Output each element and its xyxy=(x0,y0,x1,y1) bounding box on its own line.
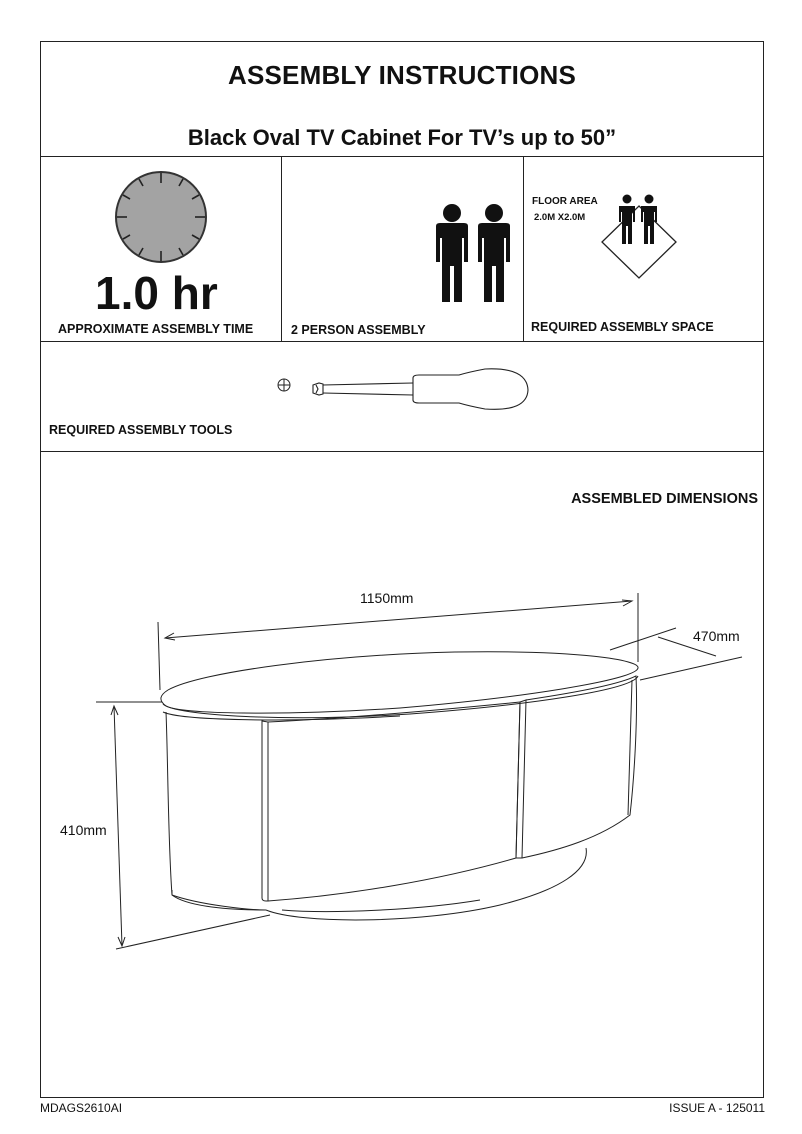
width-extension-left xyxy=(158,622,160,690)
issue-number: ISSUE A - 125011 xyxy=(669,1101,765,1115)
floor-area-value: 2.0M X2.0M xyxy=(534,212,586,223)
cabinet-right-door xyxy=(516,700,526,858)
page-title: ASSEMBLY INSTRUCTIONS xyxy=(227,60,577,90)
cabinet-top xyxy=(161,652,638,713)
floor-area-label: FLOOR AREA xyxy=(532,196,598,207)
person-assembly-label: 2 PERSON ASSEMBLY xyxy=(291,323,426,337)
assembly-time-label: APPROXIMATE ASSEMBLY TIME xyxy=(58,322,254,336)
product-subtitle: Black Oval TV Cabinet For TV’s up to 50” xyxy=(187,125,617,150)
depth-extension-front xyxy=(640,657,742,680)
depth-extension-back xyxy=(610,628,676,650)
width-dimension-label: 1150mm xyxy=(360,590,414,606)
height-extension-bottom xyxy=(116,915,270,949)
height-dimension-line xyxy=(114,706,122,946)
cabinet-plinth xyxy=(266,848,586,920)
required-tools-label: REQUIRED ASSEMBLY TOOLS xyxy=(49,423,233,437)
cabinet-left-door xyxy=(262,721,268,901)
height-dimension-label: 410mm xyxy=(60,822,107,838)
document-code: MDAGS2610AI xyxy=(40,1101,123,1115)
depth-dimension-label: 470mm xyxy=(693,628,740,644)
assembly-time-value: 1.0 hr xyxy=(95,267,218,319)
width-dimension-line xyxy=(165,601,632,638)
cabinet-left-end xyxy=(166,712,266,910)
assembled-dimensions-title: ASSEMBLED DIMENSIONS xyxy=(571,491,758,507)
assembly-space-label: REQUIRED ASSEMBLY SPACE xyxy=(531,320,714,334)
